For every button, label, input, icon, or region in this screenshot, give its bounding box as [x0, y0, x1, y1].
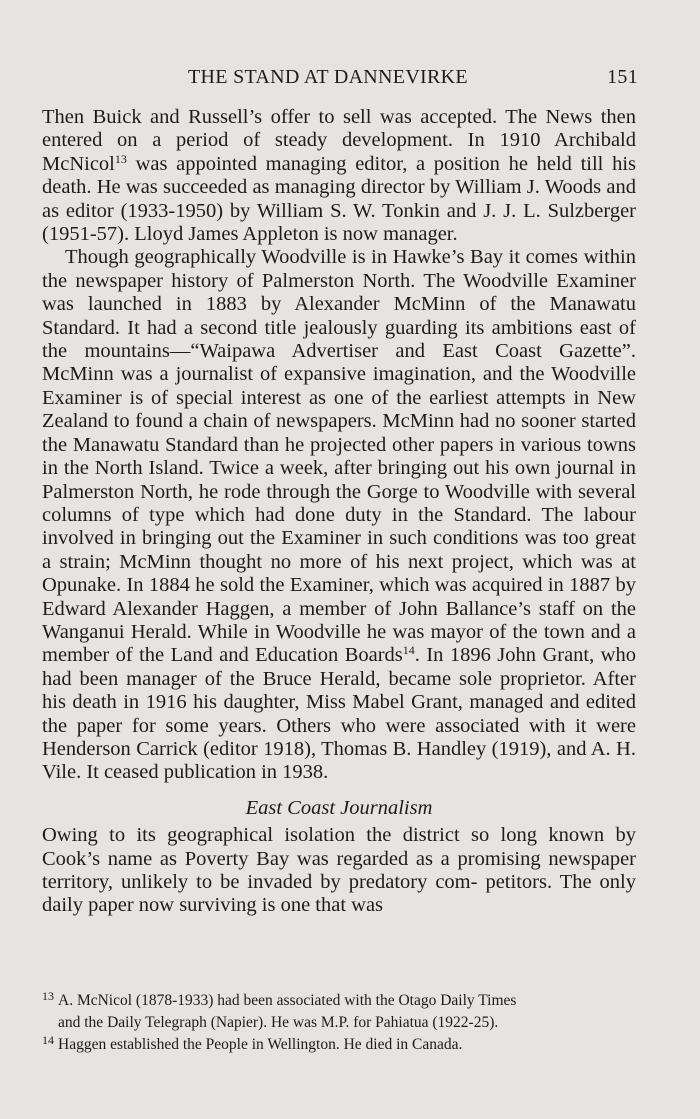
page-number: 151: [607, 66, 638, 88]
section-heading: East Coast Journalism: [245, 796, 433, 819]
footnotes: [42, 990, 638, 1056]
running-title: THE STAND AT DANNEVIRKE: [188, 66, 468, 88]
paragraph: Though geographically Woodville is in Hawke’s Bay it comes within the newspaper history of Palmerston North. The Woodville Examiner was launched in 1883 by Alexander McMinn of the Manawatu Standard. It had a second title jealously guarding its ambitions east of the mountains—“Waipawa Advertiser and East Coast Gazette”. McMinn was a journalist of expansive imagination, and the Woodville Examiner is of special interest as one of the earliest attempts in New Zealand to found a chain of newspapers. McMinn had no sooner started the Manawatu Standard than he projected other papers in various towns in the North Island. Twice a week, after bringing out his own journal in Palmerston North, he rode through the Gorge to Woodville with several columns of type which had done duty in the Standard. The labour involved in bringing out the Examiner in such conditions was too great a strain; McMinn thought no more of his next project, which was at Opunake. In 1884 he sold the Examiner, which was acquired in 1887 by Edward Alexander Haggen, a member of John Ballance’s staff on the Wanganui Herald. While in Woodville he was mayor of the town and a member of the Land and Education Boards$^{14}$. In 1896 John Grant, who had been manager of the Bruce Herald, became sole proprietor. After his death in 1916 his daughter, Miss Mabel Grant, managed and edited the paper for some years. Others who were associated with it were Henderson Carrick (editor 1918), Thomas B. Handley (1919), and A. H. Vile. It ceased publication in 1938.: [42, 246, 636, 784]
footnote-ref: 13: [114, 151, 127, 166]
footnote-ref: 14: [402, 643, 415, 658]
paragraph: Then Buick and Russell’s offer to sell was accepted. The News then entered on a period of steady development. In 1910 Archibald McNicol$^{13}$ was appointed managing editor, a position he held till his death. He was succeeded as managing director by William J. Woods and as editor (1933-1950) by William S. W. Tonkin and J. J. L. Sulzberger (1951-57). Lloyd James Appleton is now manager.: [42, 106, 636, 246]
footnote: $^{14}$ Haggen established the People in Wellington. He died in Canada.: [42, 1033, 463, 1053]
footnote: $^{13}$ A. McNicol (1878-1933) had been associated with the Otago Daily Times: [42, 989, 517, 1009]
footnote-number: 14: [42, 1033, 54, 1047]
footnote-continuation: and the Daily Telegraph (Napier). He was M.P. for Pahiatua (1922-25).: [58, 1014, 499, 1031]
footnote-number: 13: [42, 989, 54, 1003]
paragraph: Owing to its geographical isolation the district so long known by Cook’s name as Poverty Bay was regarded as a promising newspaper territory, unlikely to be invaded by predatory com- petitors. The only daily paper now surviving is one that was: [42, 824, 636, 917]
body-text: [42, 106, 636, 918]
page-header: [42, 66, 638, 90]
